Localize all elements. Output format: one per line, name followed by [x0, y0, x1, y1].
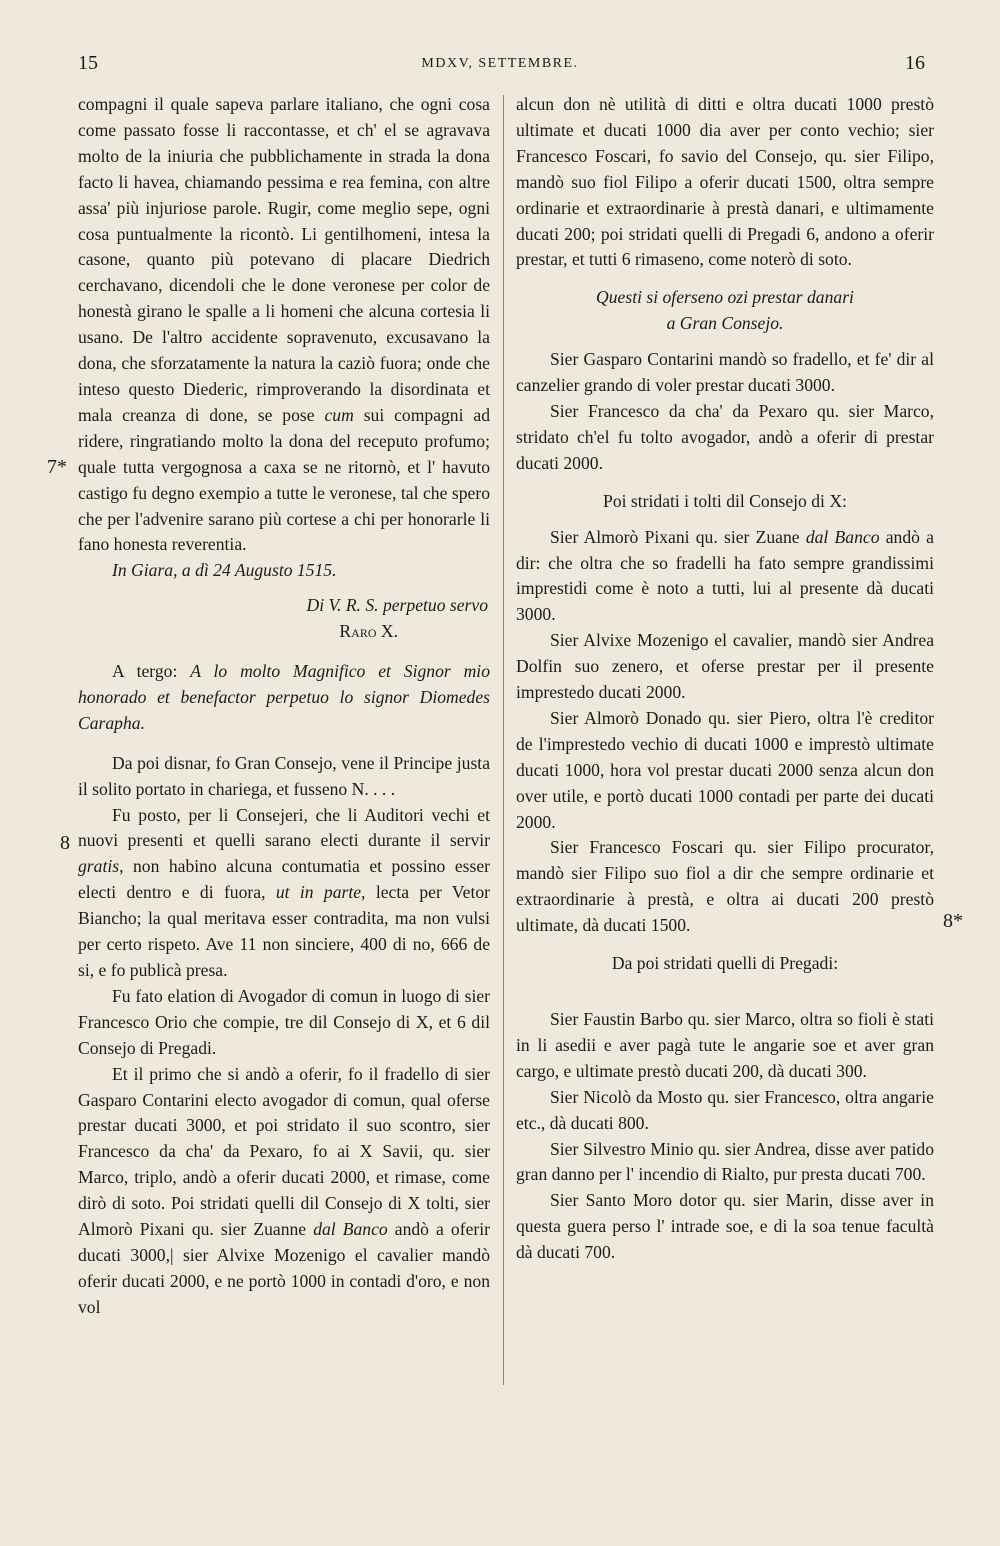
paragraph-gran-consejo: Da poi disnar, fo Gran Consejo, vene il Principe justa il solito portato in chariega, et fusseno N. . . . — [78, 752, 490, 799]
column-rule — [503, 95, 504, 1385]
entry-pexaro: Sier Francesco da cha' da Pexaro qu. sier Marco, stridato ch'el fu tolto avogador, andò a oferir di prestar ducati 2000. — [516, 400, 934, 473]
paragraph-elation: Fu fato elation di Avogador di comun in luogo di sier Francesco Orio che compie, tre dil Consejo di X, et 6 dil Consejo di Pregadi. — [78, 985, 490, 1058]
section-heading-line-1: Questi si oferseno ozi prestar danari — [596, 287, 854, 308]
entry-foscari: Sier Francesco Foscari qu. sier Filipo procurator, mandò sier Filipo suo fiol a dir che sempre ordinarie et extraordinarie à prestà, e oltra ai ducati 200 prestò ultimate, dà ducati 1500. — [516, 837, 934, 936]
running-title: MDXV, SETTEMBRE. — [421, 56, 579, 71]
page-header — [0, 52, 1000, 82]
page-number-right: 16 — [905, 52, 925, 74]
left-column — [78, 92, 490, 1321]
subheading-consejo-x: Poi stridati i tolti dil Consejo di X: — [603, 490, 847, 511]
section-heading-line-2: a Gran Consejo. — [666, 313, 784, 334]
paragraph-letter-end: compagni il quale sapeva parlare italiano, che ogni cosa come passato fosse li raccontasse, et ch' el se agravava molto de la iniuria che pubblichamente in strada la dona facto li havea, chiamando pessima e rea femina, con altre assa' più injuriose parole. Rugir, come meglio sepe, ogni cosa puntualmente la ricontò. Li gentilhomeni, intesa la casone, quanto più potevano di placare Diedrich cerchavano, dicendoli che le done veronese per color de honestà girano le spalle a li homeni che alcuna cortesia li usano. De l'altro accidente sopravenuto, excusavano la dona, che sforzatamente la natura la caziò fuora; onde che inteso questo Diederic, rimproverando la disordinata et mala creanza di done, se pose cum sui compagni ad ridere, ringratiando molto la dona del receputo profumo; quale tutta vergognosa a caxa se ne ritornò, et l' havuto castigo fu degno exempio a tutte le veronese, tal che spero che per l'advenire sarano più cortese a chi per honorarle li fano honesta reverentia. — [78, 94, 490, 555]
entry-mozenigo: Sier Alvixe Mozenigo el cavalier, mandò sier Andrea Dolfin suo zenero, et oferse prestar per il presente imprestedo ducati 2000. — [516, 630, 934, 703]
dateline: In Giara, a dì 24 Augusto 1515. — [112, 560, 337, 581]
margin-mark-left-b: 8 — [60, 832, 70, 854]
subheading-pregadi: Da poi stridati quelli di Pregadi: — [611, 953, 839, 974]
entry-contarini: Sier Gasparo Contarini mandò so fradello, et fe' dir al canzelier grando di voler prestar ducati 3000. — [516, 349, 934, 396]
entry-pixani: Sier Almorò Pixani qu. sier Zuane dal Banco andò a dir: che oltra che so fradelli ha fato sempre grandissimi imprestidi come è noto a tutti, lui al presente dà ducati 3000. — [516, 526, 934, 625]
paragraph-primo: Et il primo che si andò a oferir, fo il fradello di sier Gasparo Contarini electo avogador di comun, qual oferse prestar ducati 3000, et poi stridato il suo scontro, sier Francesco da cha' da Pexaro, fo ai X Savii, qu. sier Marco, triplo, andò a oferir ducati 2000, et rimase, come dirò di soto. Poi stridati quelli dil Consejo di X tolti, sier Almorò Pixani qu. sier Zuanne dal Banco andò a oferir ducati 3000,| sier Alvixe Mozenigo el cavalier mandò oferir ducati 2000, e ne portò 1000 in contadi d'oro, e non vol — [78, 1063, 490, 1317]
paragraph-fu-posto: Fu posto, per li Consejeri, che li Auditori vechi et nuovi presenti et quelli sarano electi durante il servir gratis, non habino alcuna contumatia et possino esser electi dentro e di fuora, ut in parte, lecta per Vetor Biancho; la qual meritava esser contradita, ma non vulsi per certo rispeto. Ave 11 non sinciere, 400 di no, 666 de si, e fo publicà presa. — [78, 804, 490, 980]
page-number-left: 15 — [78, 52, 98, 74]
entry-da-mosto: Sier Nicolò da Mosto qu. sier Francesco, oltra angarie etc., dà ducati 800. — [516, 1086, 934, 1133]
paragraph-continuation: alcun don nè utilità di ditti e oltra ducati 1000 prestò ultimate et ducati 1000 dia aver per conto vechio; sier Francesco Foscari, fo savio del Consejo, qu. sier Filipo, mandò suo fiol Filipo a oferir ducati 1500, oltra sempre ordinarie et extraordinarie à prestà danari, e ultimamente ducati 200; poi stridati quelli di Pregadi 6, andono a oferir prestar, et tutti 6 rimaseno, come noterò di soto. — [516, 94, 934, 270]
margin-mark-right-a: 8* — [943, 910, 963, 932]
right-column — [516, 92, 934, 1266]
margin-mark-left-a: 7* — [47, 456, 67, 478]
entry-donado: Sier Almorò Donado qu. sier Piero, oltra l'è creditor de l'imprestedo vechio di ducati 1000 e imprestò ultimate ducati 1000, hora vol prestar ducati 2000 senza alcun don over utile, e portò ducati 1000 contadi per parte dei ducati 2000. — [516, 707, 934, 832]
entry-barbo: Sier Faustin Barbo qu. sier Marco, oltra so fioli è stati in li asedii e aver pagà tute le angarie soe et aver gran cargo, e ultimate prestò ducati 200, dà ducati 300. — [516, 1009, 934, 1081]
entry-minio: Sier Silvestro Minio qu. sier Andrea, disse aver patido gran danno per l' incendio di Rialto, pur presta ducati 700. — [516, 1138, 934, 1185]
signature: Raro X. — [339, 621, 398, 642]
entry-moro: Sier Santo Moro dotor qu. sier Marin, disse aver in questa guera perso l' intrade soe, e di la soa tenue facultà dà ducati 700. — [516, 1190, 934, 1263]
address-block: A tergo: A lo molto Magnifico et Signor mio honorado et benefactor perpetuo lo signor Diomedes Carapha. — [78, 661, 490, 733]
closing: Di V. R. S. perpetuo servo — [306, 595, 488, 616]
